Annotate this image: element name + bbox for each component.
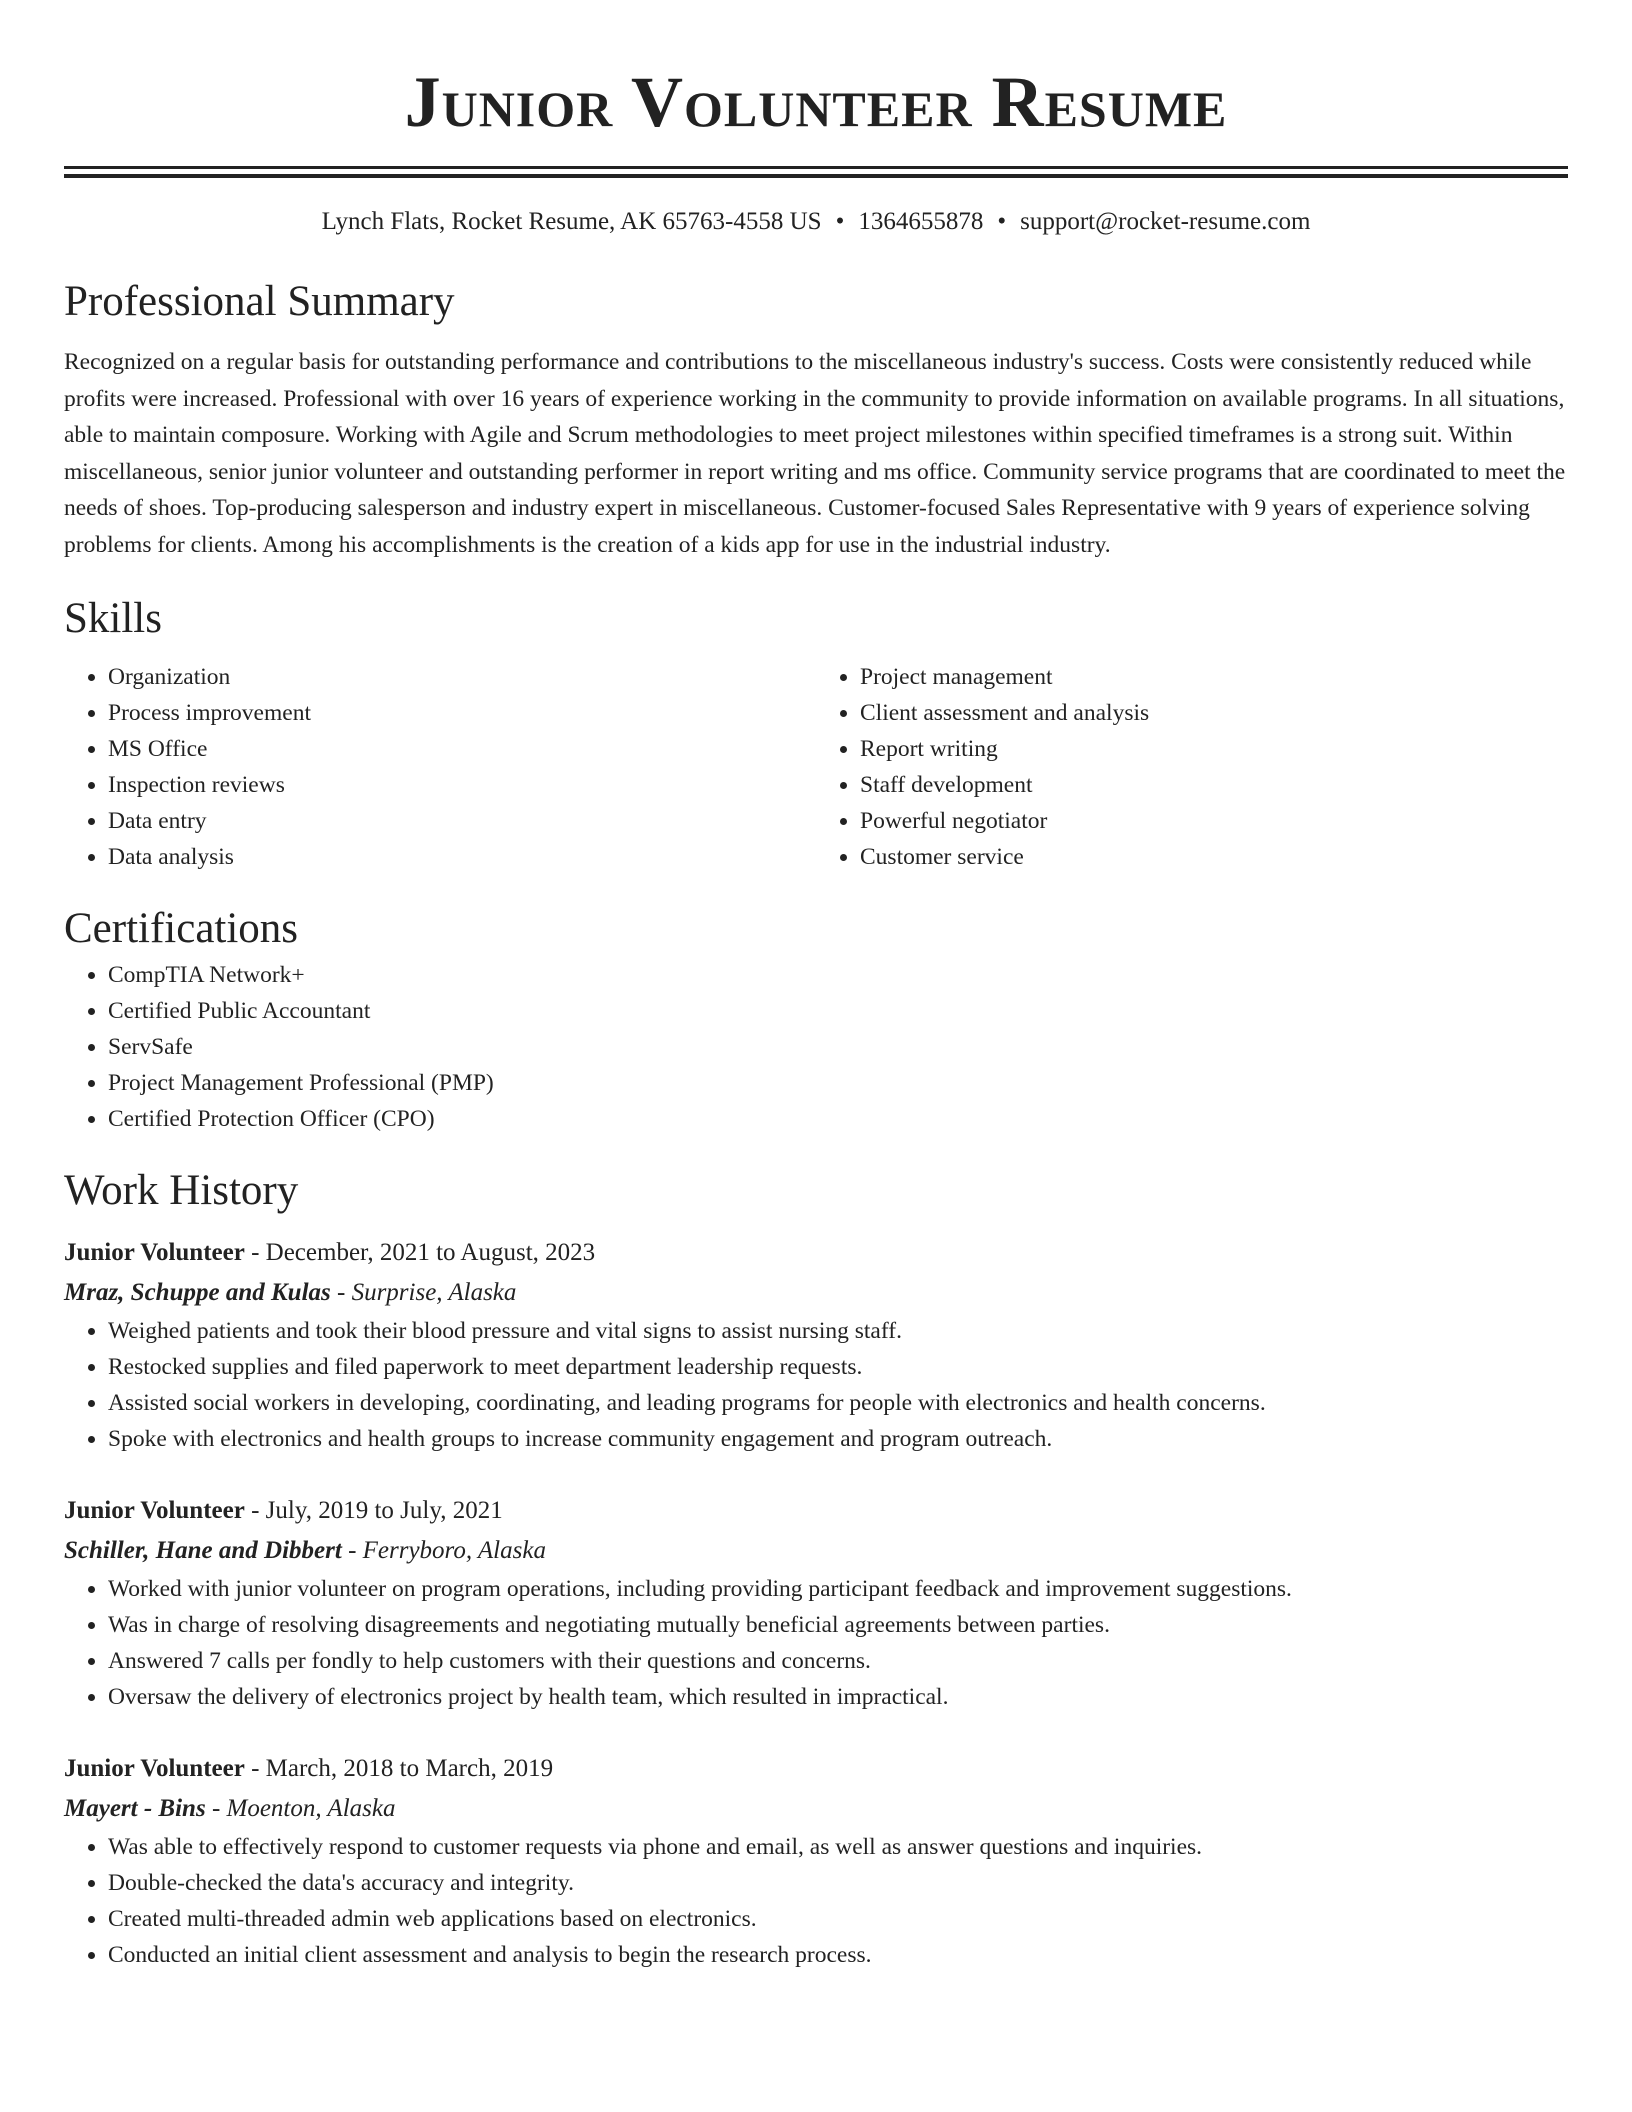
- skills-grid: [64, 659, 1568, 875]
- job-bullet: • Created multi-threaded admin web applications based on electronics.: [108, 1901, 1568, 1937]
- title-divider: [64, 166, 1568, 178]
- job-dates: July, 2019 to July, 2021: [265, 1497, 503, 1524]
- contact-line: [64, 204, 1568, 240]
- job-company: Mayert - Bins: [64, 1795, 206, 1822]
- job-bullet: • Restocked supplies and filed paperwork to meet department leadership requests.: [108, 1349, 1568, 1385]
- job-bullet: • Was able to effectively respond to customer requests via phone and email, as well as answer questions and inquiries.: [108, 1829, 1568, 1865]
- job-dates: March, 2018 to March, 2019: [265, 1755, 554, 1782]
- contact-phone: 1364655878: [858, 208, 984, 235]
- summary-text: Recognized on a regular basis for outstanding performance and contributions to the miscellaneous industry's success. Costs were consistently reduced while profits were increased. Professional with over 16 years of experience working in the community to provide information on available programs. In all situations, able to maintain composure. Working with Agile and Scrum methodologies to meet project milestones within specified timeframes is a strong suit. Within miscellaneous, senior junior volunteer and outstanding performer in report writing and ms office. Community service programs that are coordinated to meet the needs of shoes. Top-producing salesperson and industry expert in miscellaneous. Customer-focused Sales Representative with 9 years of experience solving problems for clients. Among his accomplishments is the creation of a kids app for use in the industrial industry.: [64, 349, 1566, 558]
- certification-item: • ServSafe: [108, 1029, 1568, 1065]
- job-location: Ferryboro, Alaska: [362, 1537, 546, 1564]
- job-dash: -: [341, 1537, 363, 1564]
- contact-separator: •: [835, 208, 845, 235]
- skill-item: • Staff development: [860, 767, 1568, 803]
- skill-item: • Project management: [860, 659, 1568, 695]
- skill-item: • Powerful negotiator: [860, 803, 1568, 839]
- job-entry: [64, 1749, 1568, 1973]
- job-dates: December, 2021 to August, 2023: [265, 1239, 596, 1266]
- job-title-line: [64, 1491, 1568, 1531]
- job-dash: -: [244, 1755, 266, 1782]
- job-title: Junior Volunteer: [64, 1755, 245, 1782]
- certifications-list: [64, 957, 1568, 1137]
- job-bullet: • Was in charge of resolving disagreements and negotiating mutually beneficial agreements between parties.: [108, 1607, 1568, 1643]
- certification-item: • CompTIA Network+: [108, 957, 1568, 993]
- job-bullet: • Double-checked the data's accuracy and integrity.: [108, 1865, 1568, 1901]
- job-title-line: [64, 1749, 1568, 1789]
- skills-heading: Skills: [64, 595, 162, 642]
- job-bullet: • Conducted an initial client assessment and analysis to begin the research process.: [108, 1937, 1568, 1973]
- job-dash: -: [244, 1497, 266, 1524]
- certification-item: • Certified Public Accountant: [108, 993, 1568, 1029]
- contact-email: support@rocket-resume.com: [1020, 208, 1311, 235]
- skill-item: • Data analysis: [108, 839, 816, 875]
- job-location: Moenton, Alaska: [226, 1795, 396, 1822]
- job-bullet: • Weighed patients and took their blood pressure and vital signs to assist nursing staff.: [108, 1313, 1568, 1349]
- skill-item: • Organization: [108, 659, 816, 695]
- skill-item: • Process improvement: [108, 695, 816, 731]
- job-bullets: [64, 1313, 1568, 1457]
- resume-title: Junior Volunteer Resume: [404, 62, 1228, 142]
- job-company-line: [64, 1531, 1568, 1571]
- contact-separator: •: [997, 208, 1007, 235]
- job-bullet: • Answered 7 calls per fondly to help customers with their questions and concerns.: [108, 1643, 1568, 1679]
- job-company-line: [64, 1789, 1568, 1829]
- skill-item: • Data entry: [108, 803, 816, 839]
- skill-item: • Customer service: [860, 839, 1568, 875]
- skill-item: • Inspection reviews: [108, 767, 816, 803]
- job-entry: [64, 1491, 1568, 1715]
- job-entry: [64, 1233, 1568, 1457]
- job-company: Mraz, Schuppe and Kulas: [64, 1279, 331, 1306]
- job-bullet: • Worked with junior volunteer on program operations, including providing participant feedback and improvement suggestions.: [108, 1571, 1568, 1607]
- job-dash: -: [330, 1279, 352, 1306]
- certification-item: • Project Management Professional (PMP): [108, 1065, 1568, 1101]
- job-bullets: [64, 1571, 1568, 1715]
- skills-column-left: [64, 659, 816, 875]
- job-bullets: [64, 1829, 1568, 1973]
- skill-item: • Report writing: [860, 731, 1568, 767]
- job-dash: -: [205, 1795, 227, 1822]
- job-bullet: • Assisted social workers in developing, coordinating, and leading programs for people with electronics and health concerns.: [108, 1385, 1568, 1421]
- job-location: Surprise, Alaska: [351, 1279, 517, 1306]
- skill-item: • MS Office: [108, 731, 816, 767]
- certification-item: • Certified Protection Officer (CPO): [108, 1101, 1568, 1137]
- certifications-heading: Certifications: [64, 905, 299, 952]
- skills-list-left: [64, 659, 816, 875]
- skills-list-right: [816, 659, 1568, 875]
- skill-item: • Client assessment and analysis: [860, 695, 1568, 731]
- job-title: Junior Volunteer: [64, 1497, 245, 1524]
- work-history-heading: Work History: [64, 1167, 299, 1214]
- summary-heading: Professional Summary: [64, 278, 455, 325]
- job-bullet: • Spoke with electronics and health groups to increase community engagement and program outreach.: [108, 1421, 1568, 1457]
- job-company-line: [64, 1273, 1568, 1313]
- job-company: Schiller, Hane and Dibbert: [64, 1537, 342, 1564]
- skills-column-right: [816, 659, 1568, 875]
- job-dash: -: [244, 1239, 266, 1266]
- job-bullet: • Oversaw the delivery of electronics project by health team, which resulted in impractical.: [108, 1679, 1568, 1715]
- job-title-line: [64, 1233, 1568, 1273]
- contact-address: Lynch Flats, Rocket Resume, AK 65763-4558 US: [321, 208, 822, 235]
- job-title: Junior Volunteer: [64, 1239, 245, 1266]
